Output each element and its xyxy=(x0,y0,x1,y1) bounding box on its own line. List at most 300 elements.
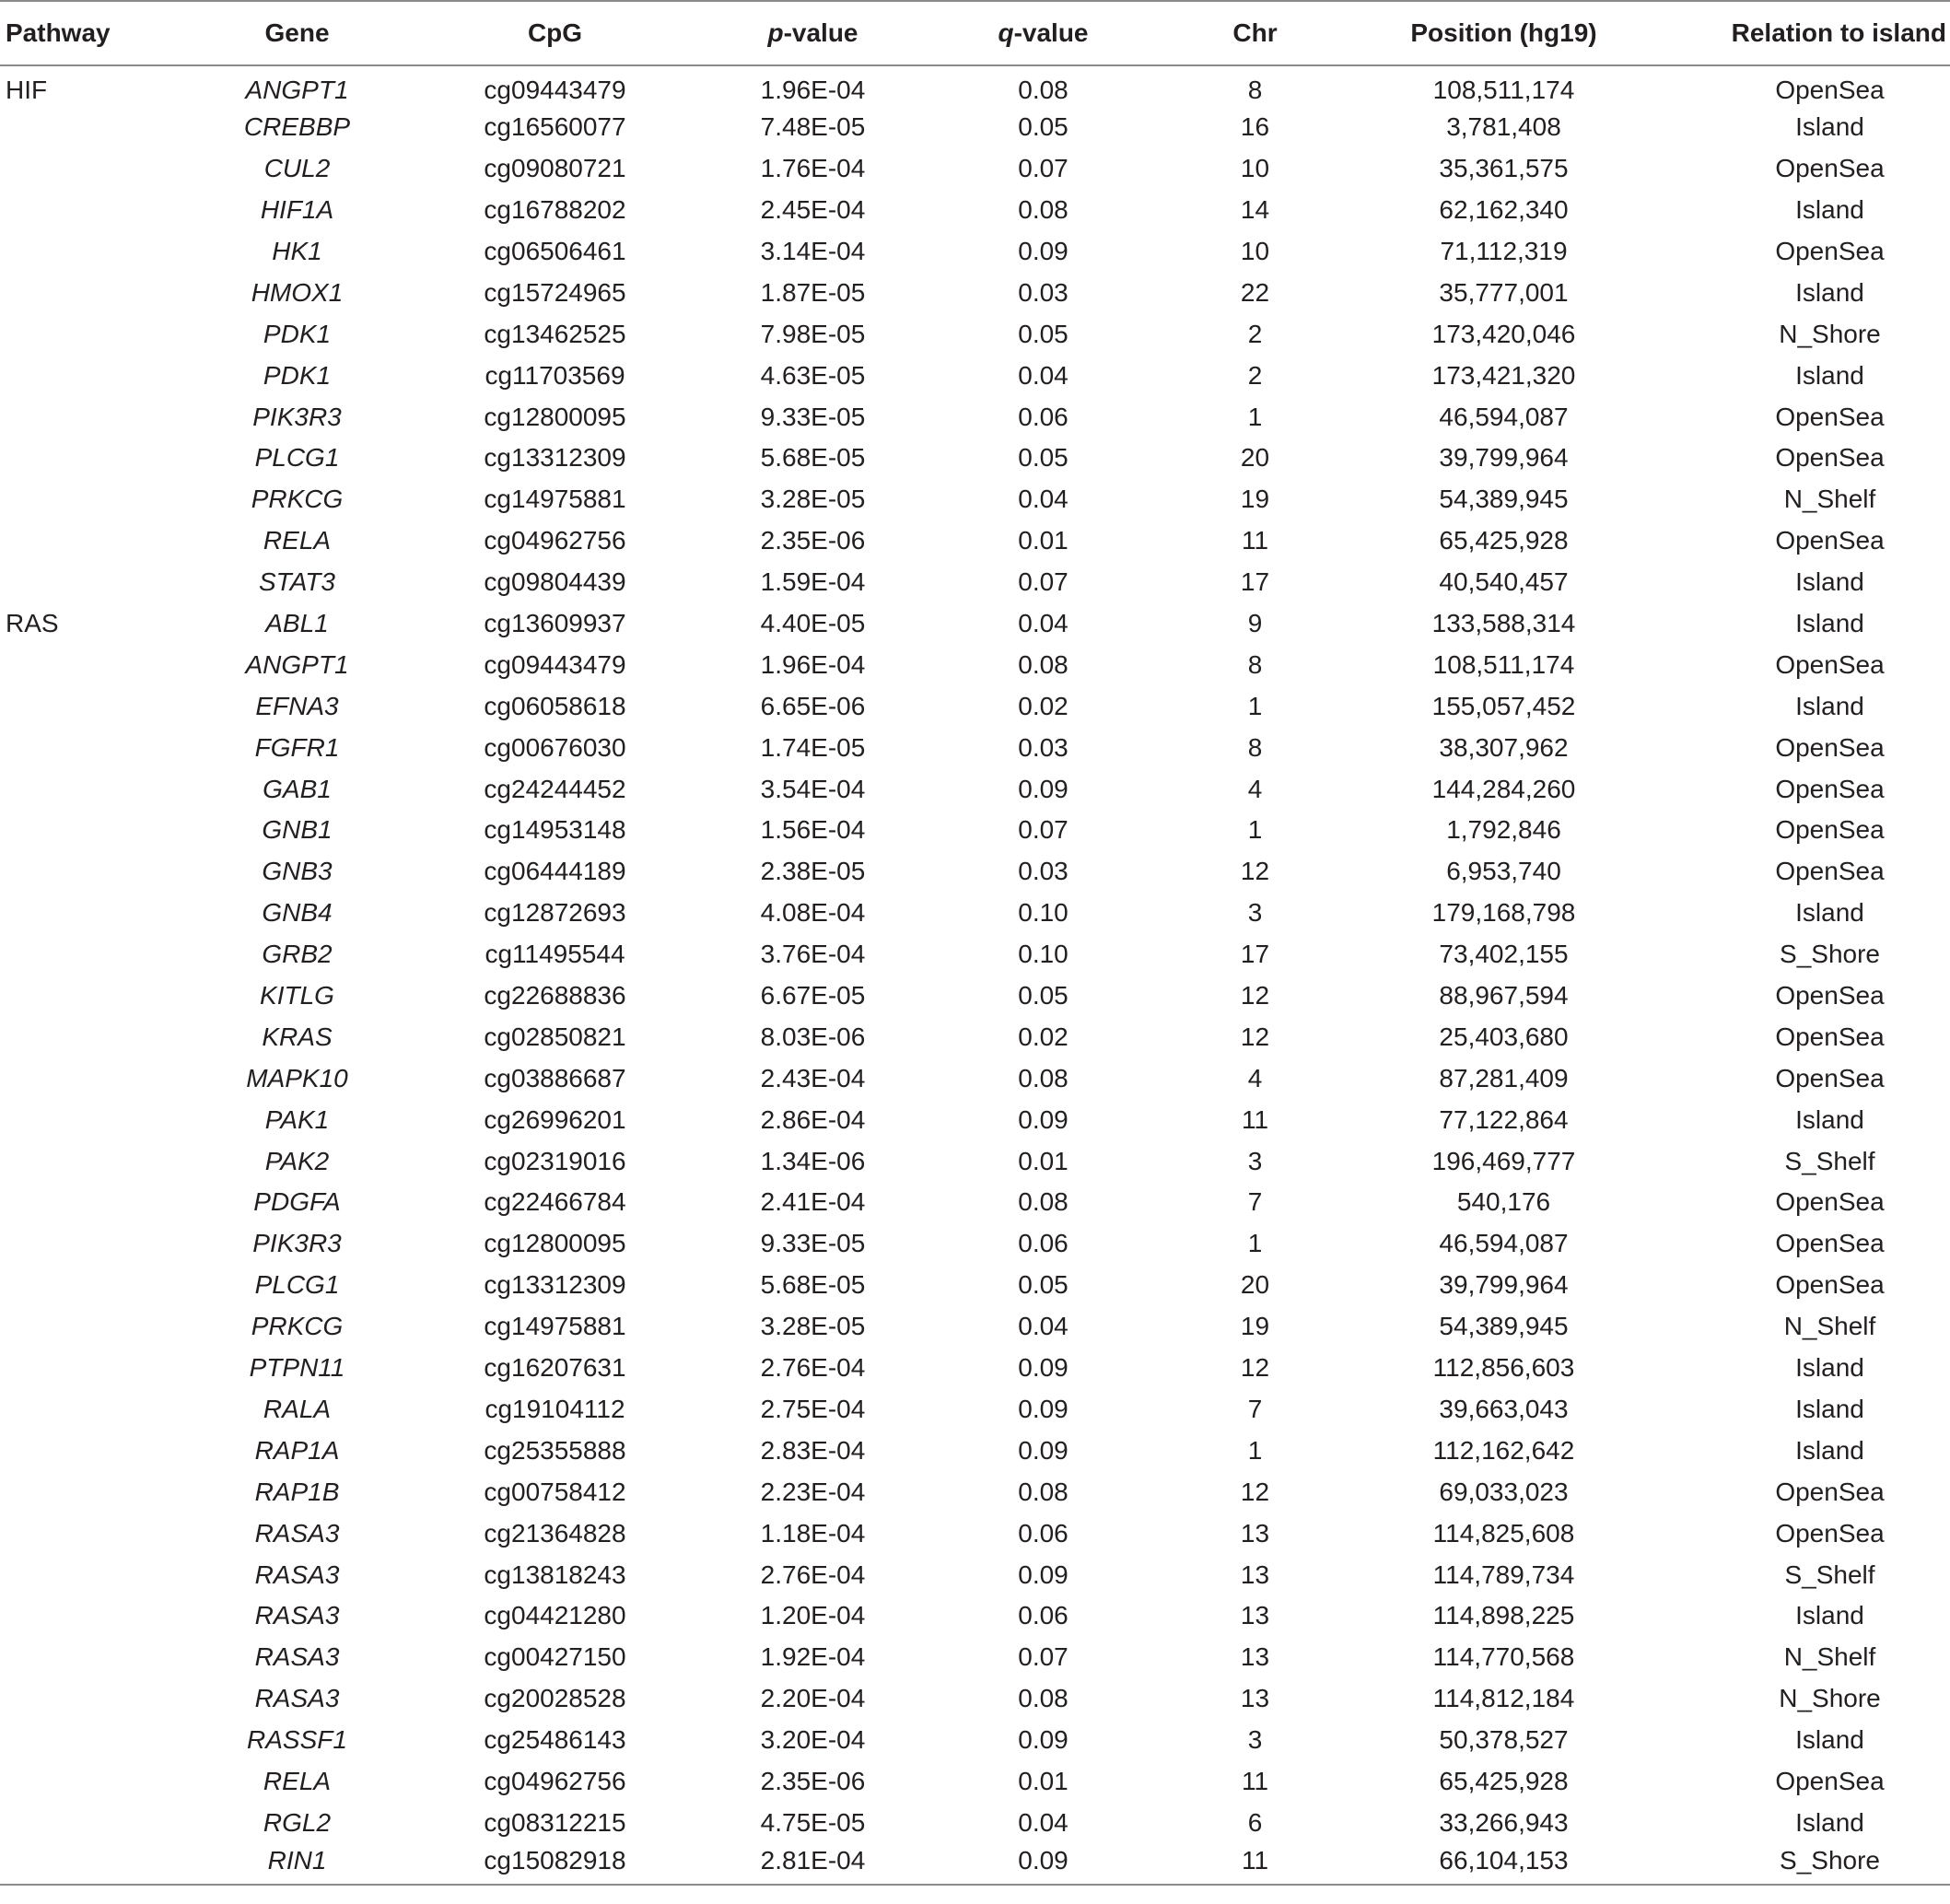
cpg-cell: cg15082918 xyxy=(419,1843,691,1885)
cpg-cell: cg14975881 xyxy=(484,485,626,514)
header-q-suffix: -value xyxy=(1013,18,1089,47)
relation-cell: S_Shelf xyxy=(1784,1146,1875,1175)
chr-cell: 11 xyxy=(1241,1766,1269,1795)
p-value-cell: 3.76E-04 xyxy=(760,940,866,969)
table-row xyxy=(0,1513,1950,1554)
gene-cell: PIK3R3 xyxy=(252,1229,342,1258)
cpg-cell: cg11495544 xyxy=(485,940,625,969)
table-row xyxy=(0,1099,1950,1140)
pathway-cell xyxy=(0,1843,175,1885)
relation-cell: Island xyxy=(1795,567,1864,597)
p-value-cell: 2.43E-04 xyxy=(760,1063,866,1092)
table-row xyxy=(0,1761,1950,1803)
cpg-cell: cg06506461 xyxy=(484,237,626,265)
gene-cell: GNB3 xyxy=(262,857,333,886)
p-value-cell: 3.28E-05 xyxy=(760,485,866,514)
table-row xyxy=(0,1471,1950,1513)
table-row xyxy=(0,355,1950,396)
pathway-cell xyxy=(0,1761,175,1803)
relation-cell: OpenSea xyxy=(1775,815,1885,845)
q-value-cell: 0.04 xyxy=(1018,360,1068,390)
gene-cell: ANGPT1 xyxy=(245,649,349,679)
header-row xyxy=(0,1,1950,65)
pathway-cell xyxy=(0,520,175,562)
position-cell: 25,403,680 xyxy=(1439,1022,1569,1051)
p-value-cell: 7.48E-05 xyxy=(760,112,866,142)
pathway-cell xyxy=(0,479,175,520)
gene-cell: RELA xyxy=(263,1766,332,1795)
position-cell: 77,122,864 xyxy=(1439,1104,1569,1134)
chr-cell: 20 xyxy=(1240,1270,1270,1300)
chr-cell: 14 xyxy=(1240,195,1270,225)
position-cell: 108,511,174 xyxy=(1432,75,1575,104)
relation-cell: N_Shelf xyxy=(1783,1642,1876,1672)
pathway-cell xyxy=(0,644,175,685)
p-value-cell: 9.33E-05 xyxy=(760,402,866,431)
position-cell: 65,425,928 xyxy=(1439,526,1569,555)
position-cell: 50,378,527 xyxy=(1439,1725,1569,1755)
p-value-cell: 3.20E-04 xyxy=(760,1725,866,1755)
position-cell: 114,789,734 xyxy=(1432,1559,1575,1589)
table-row xyxy=(0,1016,1950,1057)
cpg-cell: cg13312309 xyxy=(484,443,626,473)
p-value-cell: 8.03E-06 xyxy=(760,1022,866,1051)
p-value-cell: 3.28E-05 xyxy=(760,1312,866,1341)
relation-cell: Island xyxy=(1795,1353,1864,1383)
q-value-cell: 0.01 xyxy=(1018,1766,1068,1795)
position-cell: 179,168,798 xyxy=(1431,898,1576,928)
pathway-cell xyxy=(0,851,175,893)
cpg-cell: cg00758412 xyxy=(484,1477,626,1506)
chr-cell: 2 xyxy=(1247,319,1263,348)
pathway-cell xyxy=(0,313,175,355)
p-value-cell: 2.23E-04 xyxy=(760,1477,866,1506)
position-cell: 87,281,409 xyxy=(1439,1063,1569,1092)
relation-cell: N_Shelf xyxy=(1783,485,1876,514)
relation-cell: OpenSea xyxy=(1775,154,1885,183)
position-cell: 112,856,603 xyxy=(1432,1353,1575,1383)
chr-cell: 13 xyxy=(1240,1684,1270,1713)
q-value-cell: 0.04 xyxy=(1018,1312,1068,1341)
chr-cell: 1 xyxy=(1247,402,1263,431)
cpg-cell: cg13312309 xyxy=(484,1270,626,1300)
chr-cell: 1 xyxy=(1247,1229,1263,1258)
p-value-cell: 6.65E-06 xyxy=(760,691,866,720)
cpg-cell: cg04962756 xyxy=(484,1766,626,1795)
chr-cell: 12 xyxy=(1240,981,1270,1010)
position-cell: 108,511,174 xyxy=(1432,649,1575,679)
pathway-cell xyxy=(0,190,175,231)
cpg-cell: cg13818243 xyxy=(484,1559,626,1589)
cpg-cell: cg24244452 xyxy=(484,774,626,803)
gene-cell: STAT3 xyxy=(259,567,335,597)
q-value-cell: 0.04 xyxy=(1018,485,1068,514)
p-value-cell: 7.98E-05 xyxy=(760,319,866,348)
gene-cell: PLCG1 xyxy=(254,1270,340,1300)
cpg-cell: cg16788202 xyxy=(484,195,626,225)
q-value-cell: 0.03 xyxy=(1018,732,1068,762)
pathway-cell xyxy=(0,1678,175,1720)
chr-cell: 13 xyxy=(1240,1642,1270,1672)
gene-cell: RAP1A xyxy=(254,1435,340,1465)
pathway-cell xyxy=(0,1306,175,1348)
pathway-cell xyxy=(0,107,175,148)
chr-cell: 1 xyxy=(1247,815,1263,845)
gene-cell: RASA3 xyxy=(254,1684,340,1713)
cpg-cell: cg15724965 xyxy=(484,277,626,307)
table-row xyxy=(0,107,1950,148)
pathway-cell xyxy=(0,685,175,727)
cpg-cell: cg26996201 xyxy=(484,1104,626,1134)
gene-cell: PIK3R3 xyxy=(252,402,342,431)
q-value-cell: 0.06 xyxy=(1018,1601,1068,1630)
pathway-cell: HIF xyxy=(6,75,48,104)
p-value-cell: 3.14E-04 xyxy=(760,237,866,265)
position-cell: 35,777,001 xyxy=(1439,277,1569,307)
cpg-cell: cg21364828 xyxy=(484,1518,626,1548)
pathway-cell xyxy=(0,1471,175,1513)
p-value-cell: 2.35E-06 xyxy=(760,526,866,555)
q-value-cell: 0.08 xyxy=(1018,1684,1068,1713)
cpg-cell: cg06058618 xyxy=(484,691,626,720)
cpg-cell: cg09804439 xyxy=(484,567,626,597)
chr-cell: 10 xyxy=(1240,154,1270,183)
pathway-cell xyxy=(0,438,175,479)
position-cell: 40,540,457 xyxy=(1439,567,1569,597)
pathway-cell xyxy=(0,1223,175,1265)
relation-cell: Island xyxy=(1795,360,1864,390)
pathway-cell xyxy=(0,231,175,273)
cpg-cell: cg16560077 xyxy=(484,112,626,142)
position-cell: 71,112,319 xyxy=(1440,237,1568,265)
position-cell: 112,162,642 xyxy=(1432,1435,1575,1465)
relation-cell: Island xyxy=(1795,1807,1864,1837)
table-row xyxy=(0,1265,1950,1306)
p-value-cell: 1.74E-05 xyxy=(760,732,866,762)
header-pathway: Pathway xyxy=(0,1,175,65)
table-row xyxy=(0,1182,1950,1223)
relation-cell: Island xyxy=(1795,609,1864,638)
pathway-cell: RAS xyxy=(6,609,59,638)
relation-cell: OpenSea xyxy=(1775,857,1885,886)
header-q-value xyxy=(935,1,1151,65)
cpg-cell: cg04421280 xyxy=(484,1601,626,1630)
relation-cell: Island xyxy=(1795,1435,1864,1465)
p-value-cell: 2.76E-04 xyxy=(760,1559,866,1589)
gene-cell: RGL2 xyxy=(263,1807,332,1837)
gene-cell: PRKCG xyxy=(251,1312,344,1341)
cpg-cell: cg22466784 xyxy=(484,1187,626,1217)
gene-cell: HMOX1 xyxy=(251,277,344,307)
cpg-cell: cg25486143 xyxy=(484,1725,626,1755)
q-value-cell: 0.09 xyxy=(1018,1435,1068,1465)
p-value-cell: 1.96E-04 xyxy=(760,649,866,679)
chr-cell: 19 xyxy=(1240,1312,1270,1341)
cpg-cell: cg09080721 xyxy=(484,154,626,183)
relation-cell: Island xyxy=(1795,277,1864,307)
gene-cell: KRAS xyxy=(262,1022,333,1051)
pathway-cell xyxy=(0,1348,175,1389)
chr-cell: 2 xyxy=(1247,360,1263,390)
table-row xyxy=(0,603,1950,645)
pathway-cell xyxy=(0,768,175,810)
q-value-cell: 0.09 xyxy=(1018,237,1068,265)
relation-cell: OpenSea xyxy=(1775,1229,1885,1258)
relation-cell: Island xyxy=(1795,898,1864,928)
chr-cell: 10 xyxy=(1240,237,1270,265)
table-row xyxy=(0,396,1950,438)
position-cell: 114,898,225 xyxy=(1432,1601,1575,1630)
pathway-cell xyxy=(0,934,175,975)
gene-cell: GAB1 xyxy=(263,774,332,803)
pathway-cell xyxy=(0,1637,175,1678)
cpg-cell: cg09443479 xyxy=(484,75,626,104)
chr-cell: 4 xyxy=(1247,774,1263,803)
relation-cell: Island xyxy=(1795,112,1864,142)
table-row xyxy=(0,1678,1950,1720)
gene-cell: PDGFA xyxy=(253,1187,341,1217)
chr-cell: 13 xyxy=(1240,1601,1270,1630)
gene-cell: ANGPT1 xyxy=(245,75,349,104)
cpg-cell: cg08312215 xyxy=(484,1807,626,1837)
gene-cell: HK1 xyxy=(272,237,322,265)
cpg-cell: cg11703569 xyxy=(485,360,625,390)
p-value-cell: 1.76E-04 xyxy=(760,154,866,183)
relation-cell: Island xyxy=(1795,1104,1864,1134)
gene-cell: RIN1 xyxy=(175,1843,419,1885)
q-value-cell: 0.02 xyxy=(1018,691,1068,720)
table-row xyxy=(0,1637,1950,1678)
q-value-cell: 0.03 xyxy=(1018,857,1068,886)
position-cell: 54,389,945 xyxy=(1439,1312,1569,1341)
q-value-cell: 0.06 xyxy=(1018,1518,1068,1548)
p-value-cell: 3.54E-04 xyxy=(760,774,866,803)
chr-cell: 11 xyxy=(1241,526,1269,555)
cpg-cell: cg14975881 xyxy=(484,1312,626,1341)
position-cell: 173,420,046 xyxy=(1431,319,1576,348)
relation-cell: Island xyxy=(1795,1725,1864,1755)
table-row xyxy=(0,313,1950,355)
chr-cell: 4 xyxy=(1247,1063,1263,1092)
p-value-cell: 4.08E-04 xyxy=(760,898,866,928)
position-cell: 46,594,087 xyxy=(1439,402,1569,431)
header-gene: Gene xyxy=(175,1,419,65)
relation-cell: Island xyxy=(1795,195,1864,225)
table-row xyxy=(0,148,1950,190)
chr-cell: 11 xyxy=(1241,1104,1269,1134)
position-cell: 114,812,184 xyxy=(1432,1684,1575,1713)
relation-cell: Island xyxy=(1795,691,1864,720)
relation-cell: S_Shelf xyxy=(1784,1559,1875,1589)
header-chr: Chr xyxy=(1151,1,1359,65)
table-row xyxy=(0,1223,1950,1265)
gene-cell: PAK1 xyxy=(264,1104,330,1134)
position-cell: 114,825,608 xyxy=(1432,1518,1575,1548)
relation-cell: OpenSea xyxy=(1775,1518,1885,1548)
table-row xyxy=(0,1140,1950,1182)
p-value-cell: 1.96E-04 xyxy=(760,75,866,104)
table-row xyxy=(0,1389,1950,1431)
chr-cell: 12 xyxy=(1240,1477,1270,1506)
gene-cell: RASA3 xyxy=(254,1601,340,1630)
gene-cell: PAK2 xyxy=(264,1146,330,1175)
pathway-cell xyxy=(0,1057,175,1099)
cpg-cell: cg06444189 xyxy=(484,857,626,886)
table-row xyxy=(0,851,1950,893)
table-row xyxy=(0,1843,1950,1885)
header-cpg: CpG xyxy=(419,1,691,65)
relation-cell: OpenSea xyxy=(1775,1063,1885,1092)
p-value-cell: 2.75E-04 xyxy=(760,1394,866,1423)
chr-cell: 7 xyxy=(1247,1394,1263,1423)
gene-cell: GNB4 xyxy=(262,898,333,928)
q-value-cell: 0.03 xyxy=(1018,277,1068,307)
q-value-cell: 0.05 xyxy=(1018,319,1068,348)
q-value-cell: 0.09 xyxy=(1018,1394,1068,1423)
table-row xyxy=(0,520,1950,562)
header-p-value xyxy=(691,1,935,65)
p-value-cell: 1.59E-04 xyxy=(760,567,866,597)
q-value-cell: 0.05 xyxy=(1018,112,1068,142)
p-value-cell: 2.20E-04 xyxy=(760,1684,866,1713)
pathway-cell xyxy=(0,1802,175,1843)
chr-cell: 11 xyxy=(1151,1843,1359,1885)
q-value-cell: 0.09 xyxy=(1018,1725,1068,1755)
table-row xyxy=(0,272,1950,313)
header-relation: Relation to island xyxy=(1649,1,1950,65)
pathway-cell xyxy=(0,810,175,851)
q-value-cell: 0.09 xyxy=(935,1843,1151,1885)
position-cell: 88,967,594 xyxy=(1439,981,1569,1010)
chr-cell: 8 xyxy=(1247,732,1263,762)
position-cell: 173,421,320 xyxy=(1431,360,1576,390)
q-value-cell: 0.09 xyxy=(1018,1559,1068,1589)
table-row xyxy=(0,1057,1950,1099)
relation-cell: OpenSea xyxy=(1775,649,1885,679)
pathway-cell xyxy=(0,893,175,934)
table-row xyxy=(0,685,1950,727)
pathway-cell xyxy=(0,727,175,768)
q-value-cell: 0.08 xyxy=(1018,195,1068,225)
cpg-cell: cg09443479 xyxy=(484,649,626,679)
cpg-cell: cg19104112 xyxy=(485,1394,625,1423)
q-value-cell: 0.10 xyxy=(1018,940,1068,969)
q-value-cell: 0.08 xyxy=(1018,649,1068,679)
q-value-cell: 0.01 xyxy=(1018,1146,1068,1175)
header-position: Position (hg19) xyxy=(1359,1,1649,65)
relation-cell: Island xyxy=(1795,1394,1864,1423)
table-row xyxy=(0,768,1950,810)
q-value-cell: 0.05 xyxy=(1018,1270,1068,1300)
position-cell: 133,588,314 xyxy=(1431,609,1576,638)
cpg-cell: cg16207631 xyxy=(484,1353,626,1383)
chr-cell: 17 xyxy=(1240,940,1270,969)
table-row xyxy=(0,810,1950,851)
pathway-cell xyxy=(0,148,175,190)
q-value-cell: 0.07 xyxy=(1018,1642,1068,1672)
pathway-cell xyxy=(0,1265,175,1306)
position-cell: 39,663,043 xyxy=(1439,1394,1569,1423)
relation-cell: OpenSea xyxy=(1775,1766,1885,1795)
table-row xyxy=(0,1348,1950,1389)
gene-cell: EFNA3 xyxy=(255,691,339,720)
pathway-cell xyxy=(0,1389,175,1431)
gene-cell: HIF1A xyxy=(260,195,334,225)
p-value-cell: 1.18E-04 xyxy=(760,1518,866,1548)
gene-cell: CREBBP xyxy=(243,112,351,142)
cpg-cell: cg12872693 xyxy=(484,898,626,928)
pathway-cell xyxy=(0,1595,175,1637)
p-value-cell: 5.68E-05 xyxy=(760,1270,866,1300)
p-value-cell: 2.83E-04 xyxy=(760,1435,866,1465)
q-value-cell: 0.02 xyxy=(1018,1022,1068,1051)
chr-cell: 17 xyxy=(1240,567,1270,597)
table-row xyxy=(0,1430,1950,1471)
cpg-cell: cg00427150 xyxy=(484,1642,626,1672)
position-cell: 114,770,568 xyxy=(1432,1642,1575,1672)
chr-cell: 22 xyxy=(1240,277,1270,307)
q-value-cell: 0.08 xyxy=(1018,1063,1068,1092)
pathway-cell xyxy=(0,1016,175,1057)
table-row xyxy=(0,644,1950,685)
gene-cell: PDK1 xyxy=(263,360,332,390)
p-value-cell: 2.45E-04 xyxy=(760,195,866,225)
relation-cell: N_Shore xyxy=(1779,1684,1881,1713)
chr-cell: 8 xyxy=(1247,75,1263,104)
pathway-cell xyxy=(0,1430,175,1471)
relation-cell: OpenSea xyxy=(1775,75,1885,104)
chr-cell: 3 xyxy=(1247,1146,1263,1175)
cpg-cell: cg13462525 xyxy=(484,319,626,348)
chr-cell: 19 xyxy=(1240,485,1270,514)
q-value-cell: 0.10 xyxy=(1018,898,1068,928)
p-value-cell: 2.76E-04 xyxy=(760,1353,866,1383)
position-cell: 39,799,964 xyxy=(1439,443,1569,473)
pathway-cell xyxy=(0,1140,175,1182)
table-row xyxy=(0,190,1950,231)
p-value-cell: 1.56E-04 xyxy=(760,815,866,845)
gene-cell: RASA3 xyxy=(254,1559,340,1589)
pathway-cell xyxy=(0,272,175,313)
table-row xyxy=(0,934,1950,975)
chr-cell: 3 xyxy=(1247,898,1263,928)
q-value-cell: 0.09 xyxy=(1018,774,1068,803)
chr-cell: 16 xyxy=(1240,112,1270,142)
table-body xyxy=(0,65,1950,1885)
pathway-cell xyxy=(0,1099,175,1140)
chr-cell: 12 xyxy=(1240,1022,1270,1051)
relation-cell: OpenSea xyxy=(1775,1270,1885,1300)
position-cell: 54,389,945 xyxy=(1439,485,1569,514)
p-value-cell: 5.68E-05 xyxy=(760,443,866,473)
header-q-letter: q xyxy=(998,18,1014,47)
q-value-cell: 0.06 xyxy=(1018,1229,1068,1258)
chr-cell: 1 xyxy=(1247,691,1263,720)
gene-cell: MAPK10 xyxy=(246,1063,348,1092)
position-cell: 196,469,777 xyxy=(1431,1146,1576,1175)
cpg-cell: cg20028528 xyxy=(484,1684,626,1713)
gene-cell: RASA3 xyxy=(254,1642,340,1672)
q-value-cell: 0.07 xyxy=(1018,567,1068,597)
pathway-cell xyxy=(0,396,175,438)
relation-cell: OpenSea xyxy=(1775,1187,1885,1217)
position-cell: 39,799,964 xyxy=(1439,1270,1569,1300)
gene-cell: PRKCG xyxy=(251,485,344,514)
cpg-cell: cg14953148 xyxy=(484,815,626,845)
relation-cell: N_Shore xyxy=(1779,319,1881,348)
table-row xyxy=(0,1720,1950,1761)
q-value-cell: 0.05 xyxy=(1018,981,1068,1010)
